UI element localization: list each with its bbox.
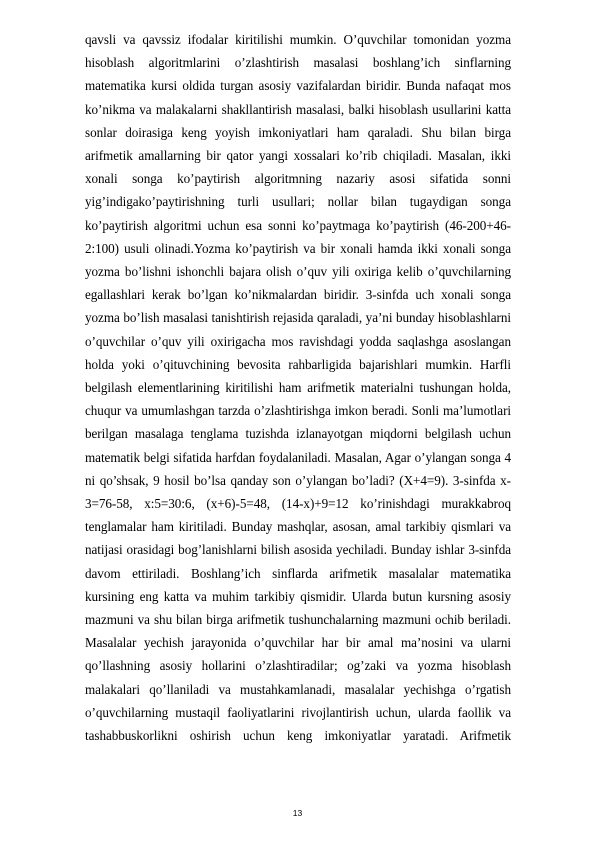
body-paragraph: qavsli va qavssiz ifodalar kiritilishi mumkin. O’quvchilar tomonidan yozma hisoblash algoritmlarini o’zlashtirish masalasi boshlang’ich sinflarning matematika kursi oldida turgan asosiy vazifalardan biridir. Bunda nafaqat mos ko’nikma va malakalarni shakllantirish masalasi, balki hisoblash usullarini katta sonlar doirasiga keng yoyish imkoniyatlari ham qaraladi. Shu bilan birga arifmetik amallarning bir qator yangi xossalari ko’rib chiqiladi. Masalan, ikki xonali songa ko’paytirish algoritmning nazariy asosi sifatida sonni yig’indigako’paytirishning turli usullari; nollar bilan tugaydigan songa ko’paytirish algoritmi uchun esa sonni ko’paytmaga ko’paytirish (46-200+46-2:100) usuli olinadi.Yozma ko’paytirish va bir xonali hamda ikki xonali songa yozma bo’lishni ishonchli bajara olish o’quv yili oxiriga kelib o’quvchilarning egallashlari kerak bo’lgan ko’nikmalardan biridir. 3-sinfda uch xonali songa yozma bo’lish masalasi tanishtirish rejasida qaraladi, ya’ni bunday hisoblashlarni o’quvchilar o’quv yili oxirigacha mos ravishdagi yodda saqlashga asoslangan holda yoki o’qituvchining bevosita rahbarligida bajarishlari mumkin. Harfli belgilash elementlarining kiritilishi ham arifmetik materialni tushungan holda, chuqur va umumlashgan tarzda o’zlashtirishga imkon beradi. Sonli ma’lumotlari berilgan masalaga tenglama tuzishda izlanayotgan miqdorni belgilash uchun matematik belgi sifatida harfdan foydalaniladi. Masalan, Agar o’ylangan songa 4 ni qo’shsak, 9 hosil bo’lsa qanday son o’ylangan bo’ladi? (X+4=9). 3-sinfda x-3=76-58, x:5=30:6, (x+6)-5=48, (14-x)+9=12 ko’rinishdagi murakkabroq tenglamalar ham kiritiladi. Bunday mashqlar, asosan, amal tarkibiy qismlari va natijasi orasidagi bog’lanishlarni bilish asosida yechiladi. Bunday ishlar 3-sinfda davom ettiriladi. Boshlang’ich sinflarda arifmetik masalalar matematika kursining eng katta va muhim tarkibiy qismidir. Ularda butun kursning asosiy mazmuni va shu bilan birga arifmetik tushunchalarning mazmuni ochib beriladi. Masalalar yechish jarayonida o’quvchilar har bir amal ma’nosini va ularni qo’llashning asosiy hollarini o’zlashtiradilar; og’zaki va yozma hisoblash malakalari qo’llaniladi va mustahkamlanadi, masalalar yechishga o’rgatish o’quvchilarning mustaqil faoliyatlarini rivojlantirish uchun, ularda faollik va tashabbuskorlikni oshirish uchun keng imkoniyatlar yaratadi. Arifmetik bbox=[85, 32, 511, 744]
page-number: 13 bbox=[292, 808, 303, 818]
